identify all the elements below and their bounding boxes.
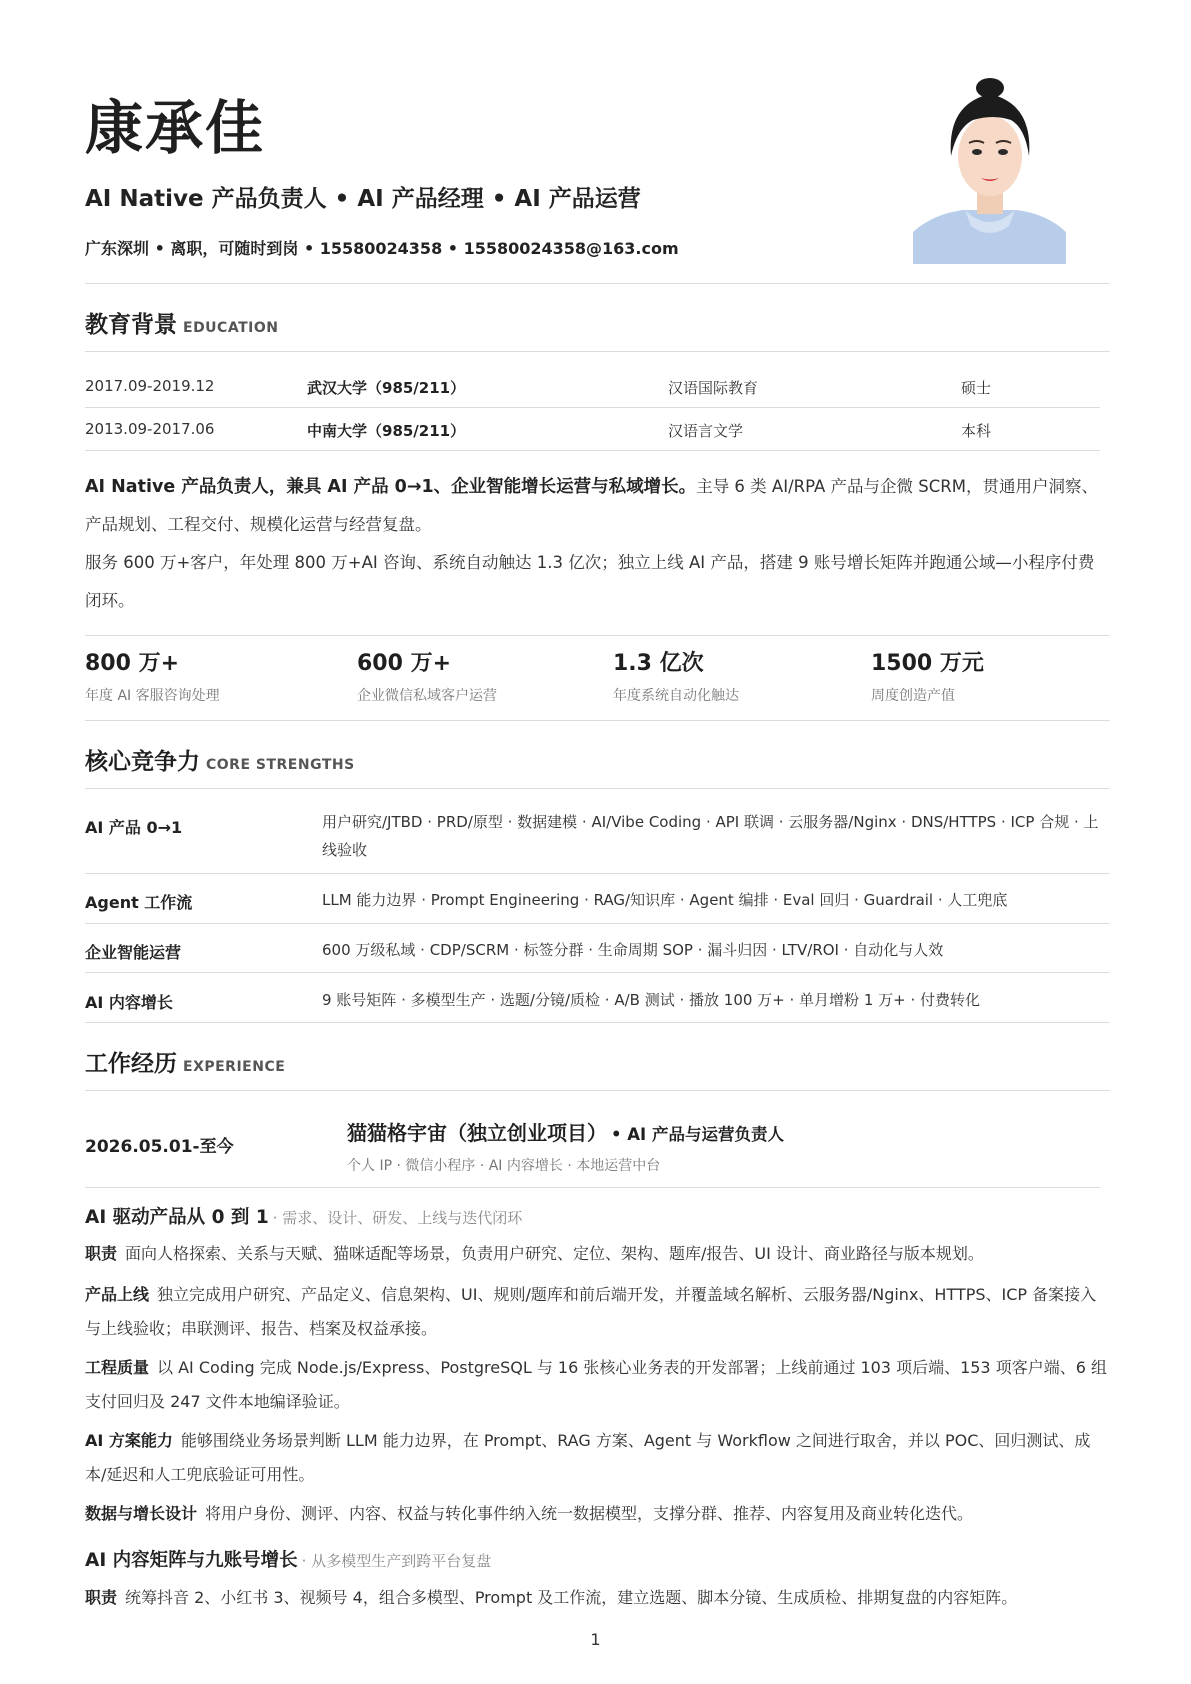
bullet-text: 独立完成用户研究、产品定义、信息架构、UI、规则/题库和前后端开发，并覆盖域名解析、云服务器/Nginx、HTTPS、ICP 备案接入与上线验收；串联测评、报告、档案及权益承接。: [85, 1285, 1097, 1338]
stat-label: 周度创造产值: [871, 688, 955, 704]
job-role: • AI 产品与运营负责人: [611, 1125, 784, 1144]
stat-value: 1.3 亿次: [613, 651, 704, 676]
page-number: 1: [590, 1630, 601, 1649]
education-title: 教育背景: [85, 312, 177, 338]
strength-text: 600 万级私域 · CDP/SCRM · 标签分群 · 生命周期 SOP · 漏斗归因 · LTV/ROI · 自动化与人效: [322, 941, 944, 959]
bullet-key: 数据与增长设计: [85, 1504, 198, 1523]
bullet-item: [85, 1581, 1110, 1615]
divider: [85, 1187, 1100, 1188]
education-heading: [85, 306, 278, 339]
bullet-item: [85, 1237, 1110, 1271]
portrait-image: [913, 64, 1066, 264]
stat-value: 600 万+: [357, 651, 452, 676]
job-tags: 个人 IP · 微信小程序 · AI 内容增长 · 本地运营中台: [347, 1158, 661, 1174]
candidate-name: 康承佳: [85, 94, 266, 162]
bullet-key: 工程质量: [85, 1358, 150, 1377]
divider: [85, 1090, 1110, 1091]
edu-major: 汉语国际教育: [668, 379, 759, 397]
divider: [85, 873, 1110, 874]
summary-headline: AI Native 产品负责人，兼具 AI 产品 0→1、企业智能增长运营与私域增长。: [85, 477, 697, 497]
experience-title: 工作经历: [85, 1051, 177, 1077]
bullet-item: [85, 1351, 1110, 1419]
divider: [85, 635, 1110, 636]
bullet-item: [85, 1424, 1110, 1492]
edu-period: 2017.09-2019.12: [85, 377, 215, 395]
subheading-title: AI 驱动产品从 0 到 1: [85, 1207, 269, 1228]
subheading-note: · 需求、设计、研发、上线与迭代闭环: [272, 1209, 523, 1227]
bullet-key: 产品上线: [85, 1285, 150, 1304]
bullet-text: 统筹抖音 2、小红书 3、视频号 4，组合多模型、Prompt 及工作流，建立选题、脚本分镜、生成质检、排期复盘的内容矩阵。: [125, 1588, 1018, 1607]
experience-title-en: EXPERIENCE: [183, 1059, 286, 1075]
stat-label: 年度系统自动化触达: [613, 688, 739, 704]
summary-line-2: 服务 600 万+客户，年处理 800 万+AI 咨询、系统自动触达 1.3 亿次；独立上线 AI 产品，搭建 9 账号增长矩阵并跑通公域—小程序付费闭环。: [85, 553, 1095, 610]
stat-item: [871, 646, 984, 705]
stat-value: 1500 万元: [871, 651, 984, 676]
education-title-en: EDUCATION: [183, 320, 279, 336]
bullet-item: [85, 1278, 1110, 1346]
project-subheading: [85, 1203, 522, 1229]
summary-paragraph-1: [85, 468, 1110, 544]
strength-label: Agent 工作流: [85, 893, 193, 912]
stat-item: [85, 646, 220, 705]
summary-line-1: 主导 6 类 AI/RPA 产品与企微 SCRM，贯通用户洞察、产品规划、工程交付、规模化运营与经营复盘。: [85, 477, 1098, 534]
project-subheading: [85, 1546, 491, 1572]
strength-text: 9 账号矩阵 · 多模型生产 · 选题/分镜/质检 · A/B 测试 · 播放 100 万+ · 单月增粉 1 万+ · 付费转化: [322, 991, 981, 1009]
divider: [85, 972, 1110, 973]
bullet-text: 面向人格探索、关系与天赋、猫咪适配等场景，负责用户研究、定位、架构、题库/报告、UI 设计、商业路径与版本规划。: [125, 1244, 984, 1263]
edu-school: 武汉大学（985/211）: [307, 379, 466, 397]
strengths-title: 核心竞争力: [85, 749, 200, 775]
strength-label: AI 内容增长: [85, 993, 173, 1012]
subheading-title: AI 内容矩阵与九账号增长: [85, 1550, 298, 1571]
profile-photo: [913, 64, 1066, 264]
strength-label: 企业智能运营: [85, 943, 182, 962]
divider: [85, 720, 1110, 721]
bullet-key: AI 方案能力: [85, 1431, 173, 1450]
bullet-key: 职责: [85, 1244, 118, 1263]
edu-period: 2013.09-2017.06: [85, 420, 215, 438]
strength-text: LLM 能力边界 · Prompt Engineering · RAG/知识库 · Agent 编排 · Eval 回归 · Guardrail · 人工兜底: [322, 891, 1008, 909]
bullet-key: 职责: [85, 1588, 118, 1607]
bullet-item: [85, 1497, 1110, 1531]
job-company: 猫猫格宇宙（独立创业项目）: [347, 1121, 607, 1145]
profile-summary: [85, 468, 1110, 620]
edu-major: 汉语言文学: [668, 422, 744, 440]
contact-info: 广东深圳 • 离职，可随时到岗 • 15580024358 • 15580024358@163.com: [85, 239, 679, 258]
divider: [85, 450, 1100, 451]
strengths-heading: [85, 743, 355, 776]
stat-item: [613, 646, 739, 705]
edu-degree: 本科: [961, 422, 992, 440]
bullet-text: 将用户身份、测评、内容、权益与转化事件纳入统一数据模型，支撑分群、推荐、内容复用及商业转化迭代。: [205, 1504, 974, 1523]
stat-value: 800 万+: [85, 651, 180, 676]
job-date: 2026.05.01-至今: [85, 1137, 234, 1157]
stat-label: 年度 AI 客服咨询处理: [85, 688, 220, 704]
bullet-text: 以 AI Coding 完成 Node.js/Express、PostgreSQL 与 16 张核心业务表的开发部署；上线前通过 103 项后端、153 项客户端、6 组支付回归及 247 文件本地编译验证。: [85, 1358, 1107, 1411]
subheading-note: · 从多模型生产到跨平台复盘: [301, 1552, 492, 1570]
divider: [85, 351, 1110, 352]
strength-label: AI 产品 0→1: [85, 818, 183, 837]
stat-item: [357, 646, 497, 705]
stat-label: 企业微信私域客户运营: [357, 688, 497, 704]
edu-school: 中南大学（985/211）: [307, 422, 466, 440]
divider: [85, 923, 1110, 924]
strengths-title-en: CORE STRENGTHS: [206, 757, 355, 773]
divider: [85, 1022, 1110, 1023]
divider: [85, 788, 1110, 789]
bullet-text: 能够围绕业务场景判断 LLM 能力边界，在 Prompt、RAG 方案、Agent 与 Workflow 之间进行取舍，并以 POC、回归测试、成本/延迟和人工兜底验证可用性。: [85, 1431, 1091, 1484]
edu-degree: 硕士: [961, 379, 992, 397]
job-title: [347, 1117, 784, 1146]
strength-text: 用户研究/JTBD · PRD/原型 · 数据建模 · AI/Vibe Coding · API 联调 · 云服务器/Nginx · DNS/HTTPS · ICP 合规 · 上线验收: [322, 813, 1099, 859]
divider: [85, 283, 1110, 284]
target-roles: AI Native 产品负责人 • AI 产品经理 • AI 产品运营: [85, 186, 641, 212]
education-row: [85, 365, 1100, 408]
experience-heading: [85, 1045, 285, 1078]
education-row: [85, 408, 1100, 451]
